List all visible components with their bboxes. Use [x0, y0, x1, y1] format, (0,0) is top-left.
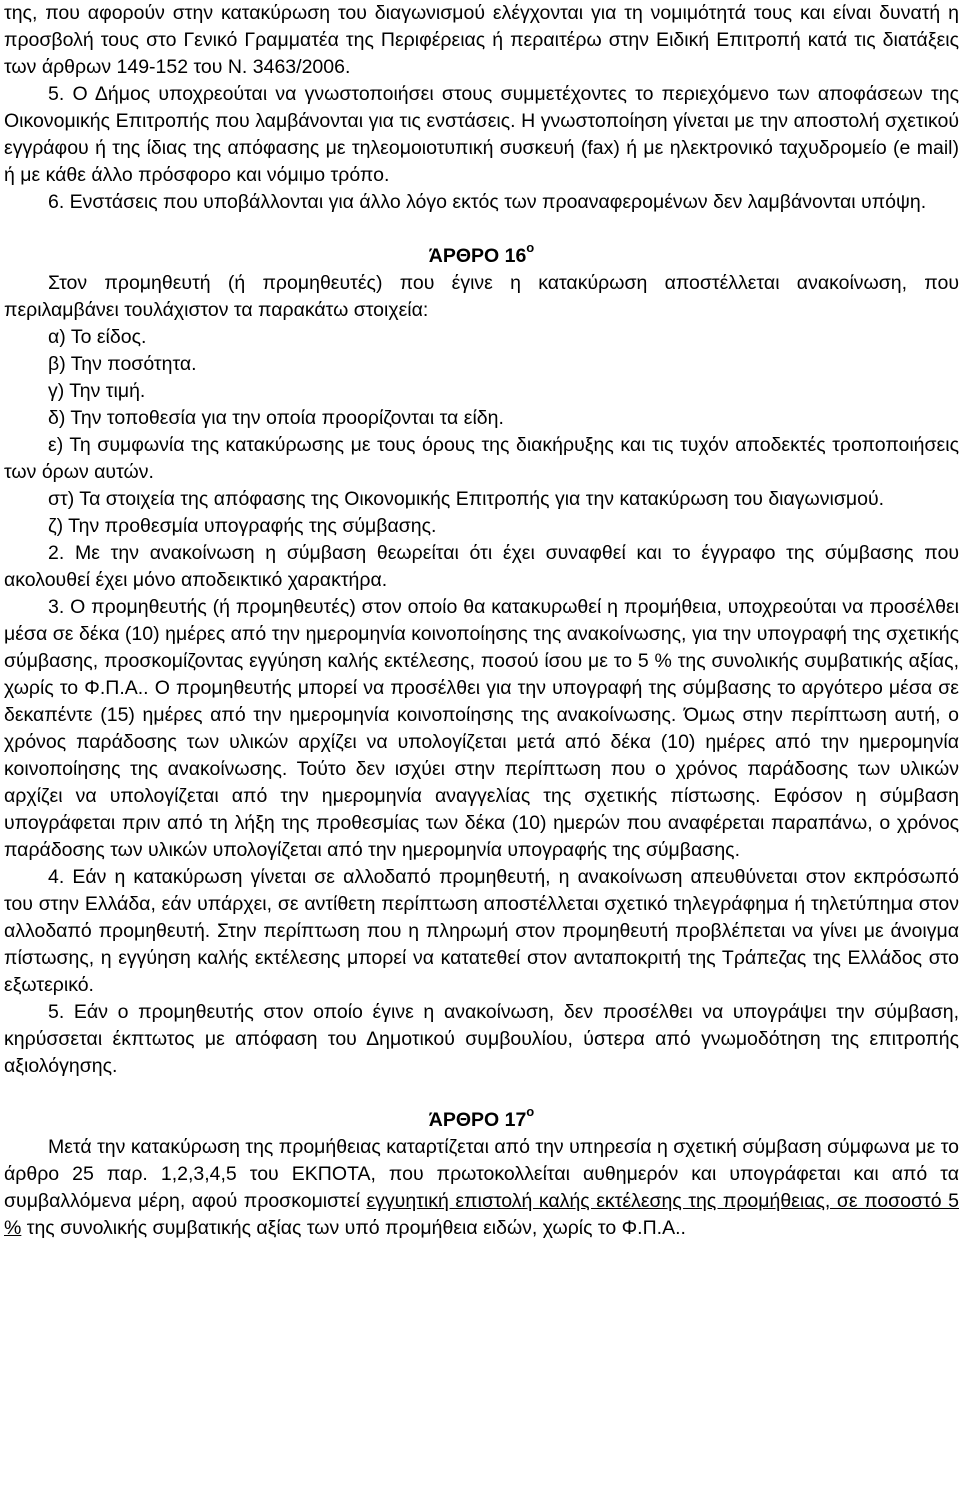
list-item-a: α) Το είδος. [48, 326, 147, 348]
article-16-paragraph-2: 2. Με την ανακοίνωση η σύμβαση θεωρείται ότι έχει συναφθεί και το έγγραφο της σύμβασης που ακολουθεί έχει μόνο αποδεικτικό χαρακτήρα. [4, 542, 959, 591]
article-16-intro: Στον προμηθευτή (ή προμηθευτές) που έγινε η κατακύρωση αποστέλλεται ανακοίνωση, που περιλαμβάνει τουλάχιστον τα παρακάτω στοιχεία: [4, 272, 959, 321]
list-item-c: γ) Την τιμή. [48, 380, 146, 402]
article-16-paragraph-5: 5. Εάν ο προμηθευτής στον οποίο έγινε η ανακοίνωση, δεν προσέλθει να υπογράψει την σύμβαση, κηρύσσεται έκπτωτος με απόφαση του Δημοτικού συμβουλίου, ύστερα από γνωμοδότηση της επιτροπής αξιολόγησης. [4, 1001, 959, 1077]
article-17-paragraph [4, 1134, 959, 1242]
article-16-paragraph-3: 3. Ο προμηθευτής (ή προμηθευτές) στον οποίο θα κατακυρωθεί η προμήθεια, υποχρεούται να προσέλθει μέσα σε δέκα (10) ημέρες από την ημερομηνία κοινοποίησης της ανακοίνωσης, για την υπογραφή της σχετικής σύμβασης, προσκομίζοντας εγγύηση καλής εκτέλεσης, ποσού ίσου με το 5 % της συνολικής συμβατικής αξίας, χωρίς το Φ.Π.Α.. Ο προμηθευτής μπορεί να προσέλθει για την υπογραφή της σύμβασης το αργότερο μέσα σε δεκαπέντε (15) ημέρες από την ημερομηνία κοινοποίησης της ανακοίνωσης. Όμως στην περίπτωση αυτή, ο χρόνος παράδοσης των υλικών αρχίζει να υπολογίζεται μετά από δέκα (10) ημέρες από την ημερομηνία κοινοποίησης της ανακοίνωσης. Τούτο δεν ισχύει στην περίπτωση που ο χρόνος παράδοσης των υλικών αρχίζει να υπολογίζεται από την ημερομηνία αναγγελίας της σχετικής πίστωσης. Εφόσον η σύμβαση υπογράφεται πριν από τη λήξη της προθεσμίας των δέκα (10) ημερών που αναφέρεται παραπάνω, ο χρόνος παράδοσης των υλικών υπολογίζεται από την ημερομηνία υπογραφής της σύμβασης. [4, 596, 959, 861]
article-17-ordinal: ο [526, 1104, 535, 1119]
article-17-title: ΆΡΘΡΟ 17 [428, 1109, 527, 1131]
list-item-b: β) Την ποσότητα. [48, 353, 197, 375]
spacer [4, 216, 959, 243]
list-item-st: στ) Τα στοιχεία της απόφασης της Οικονομικής Επιτροπής για την κατακύρωση του διαγωνισμού. [48, 488, 885, 510]
article-17-text-start: Μετά την κατακύρωση της προμήθειας καταρτίζεται από την υπηρεσία η σχετική σύμβαση σύμφωνα με το άρθρο 25 παρ. 1,2,3,4,5 του ΕΚΠΟΤΑ, που πρωτοκολλείται αυθημερόν και υπογράφεται και από τα συμβαλλόμενα μέρη, αφού προσκομιστεί [4, 1136, 959, 1212]
paragraph-continuation: της, που αφορούν στην κατακύρωση του διαγωνισμού ελέγχονται για τη νομιμότητά τους και είναι δυνατή η προσβολή τους στο Γενικό Γραμματέα της Περιφέρειας ή περαιτέρω στην Ειδική Επιτροπή κατά τις διατάξεις των άρθρων 149-152 του Ν. 3463/2006. [4, 2, 959, 78]
paragraph-item-6: 6. Ενστάσεις που υποβάλλονται για άλλο λόγο εκτός των προαναφερομένων δεν λαμβάνονται υπόψη. [48, 191, 927, 213]
list-item-d: δ) Την τοποθεσία για την οποία προορίζονται τα είδη. [48, 407, 504, 429]
spacer [4, 1080, 959, 1107]
article-16-heading [4, 240, 959, 270]
article-16-ordinal: ο [526, 240, 535, 255]
article-16-paragraph-4: 4. Εάν η κατακύρωση γίνεται σε αλλοδαπό προμηθευτή, η ανακοίνωση απευθύνεται στον εκπρόσωπό του στην Ελλάδα, εάν υπάρχει, σε αντίθετη περίπτωση αποστέλλεται σχετικό τηλεγράφημα ή τηλετύπημα στον αλλοδαπό προμηθευτή. Στην περίπτωση που η πληρωμή στον προμηθευτή προβλέπεται να γίνει με άνοιγμα πίστωσης, η εγγύηση καλής εκτέλεσης μπορεί να κατατεθεί στον ανταποκριτή της Τράπεζας της Ελλάδος στο εξωτερικό. [4, 866, 959, 996]
list-item-e: ε) Τη συμφωνία της κατακύρωσης με τους όρους της διακήρυξης και τις τυχόν αποδεκτές τροποποιήσεις των όρων αυτών. [4, 434, 959, 483]
article-17-underlined-text: εγγυητική επιστολή καλής εκτέλεσης της προμήθειας, σε ποσοστό 5 % [4, 1190, 959, 1239]
article-16-title: ΆΡΘΡΟ 16 [428, 245, 527, 267]
paragraph-item-5: 5. Ο Δήμος υποχρεούται να γνωστοποιήσει στους συμμετέχοντες το περιεχόμενο των αποφάσεων της Οικονομικής Επιτροπής που λαμβάνονται για τις ενστάσεις. Η γνωστοποίηση γίνεται με την αποστολή σχετικού εγγράφου ή της ίδιας της απόφασης με τηλεομοιοτυπική συσκευή (fax) ή με ηλεκτρονικό ταχυδρομείο (e mail) ή με κάθε άλλο πρόσφορο και νόμιμο τρόπο. [4, 83, 959, 186]
article-17-heading [4, 1104, 959, 1134]
article-17-text-end: της συνολικής συμβατικής αξίας των υπό προμήθεια ειδών, χωρίς το Φ.Π.Α.. [21, 1217, 686, 1239]
list-item-z: ζ) Την προθεσμία υπογραφής της σύμβασης. [48, 515, 437, 537]
